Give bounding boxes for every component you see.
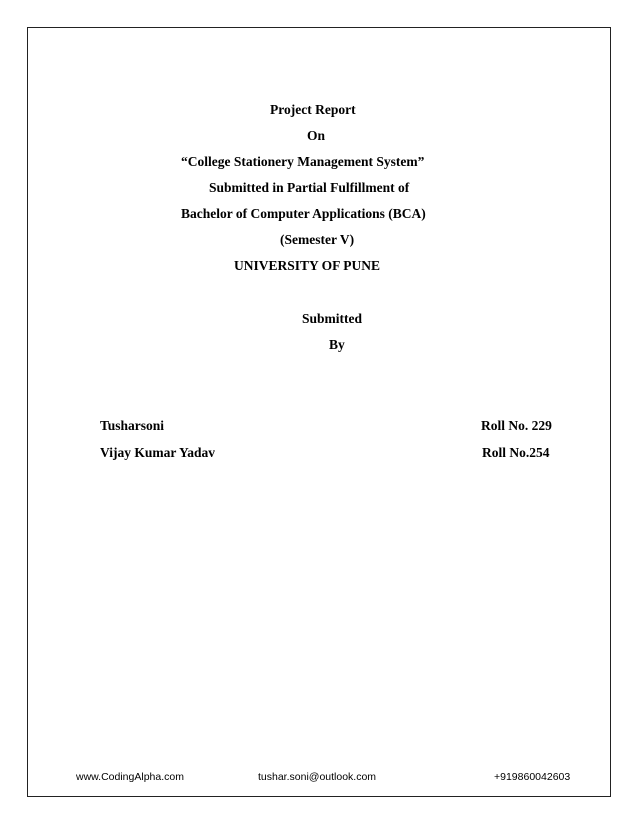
project-title: “College Stationery Management System” (181, 154, 425, 169)
submission-purpose: Submitted in Partial Fulfillment of (209, 180, 410, 195)
by-label: By (329, 337, 345, 352)
degree-name: Bachelor of Computer Applications (BCA) (181, 206, 426, 221)
footer-website: www.CodingAlpha.com (76, 771, 184, 783)
student-name: Vijay Kumar Yadav (100, 445, 216, 460)
footer-phone: +919860042603 (494, 771, 571, 783)
submitted-label: Submitted (302, 311, 363, 326)
student-name: Tusharsoni (100, 418, 165, 433)
report-type: Project Report (270, 102, 356, 117)
university-name: UNIVERSITY OF PUNE (234, 258, 381, 273)
footer-email: tushar.soni@outlook.com (258, 771, 377, 783)
semester: (Semester V) (280, 232, 355, 247)
student-roll: Roll No. 229 (481, 418, 552, 433)
on-label: On (307, 128, 326, 143)
student-roll: Roll No.254 (482, 445, 550, 460)
